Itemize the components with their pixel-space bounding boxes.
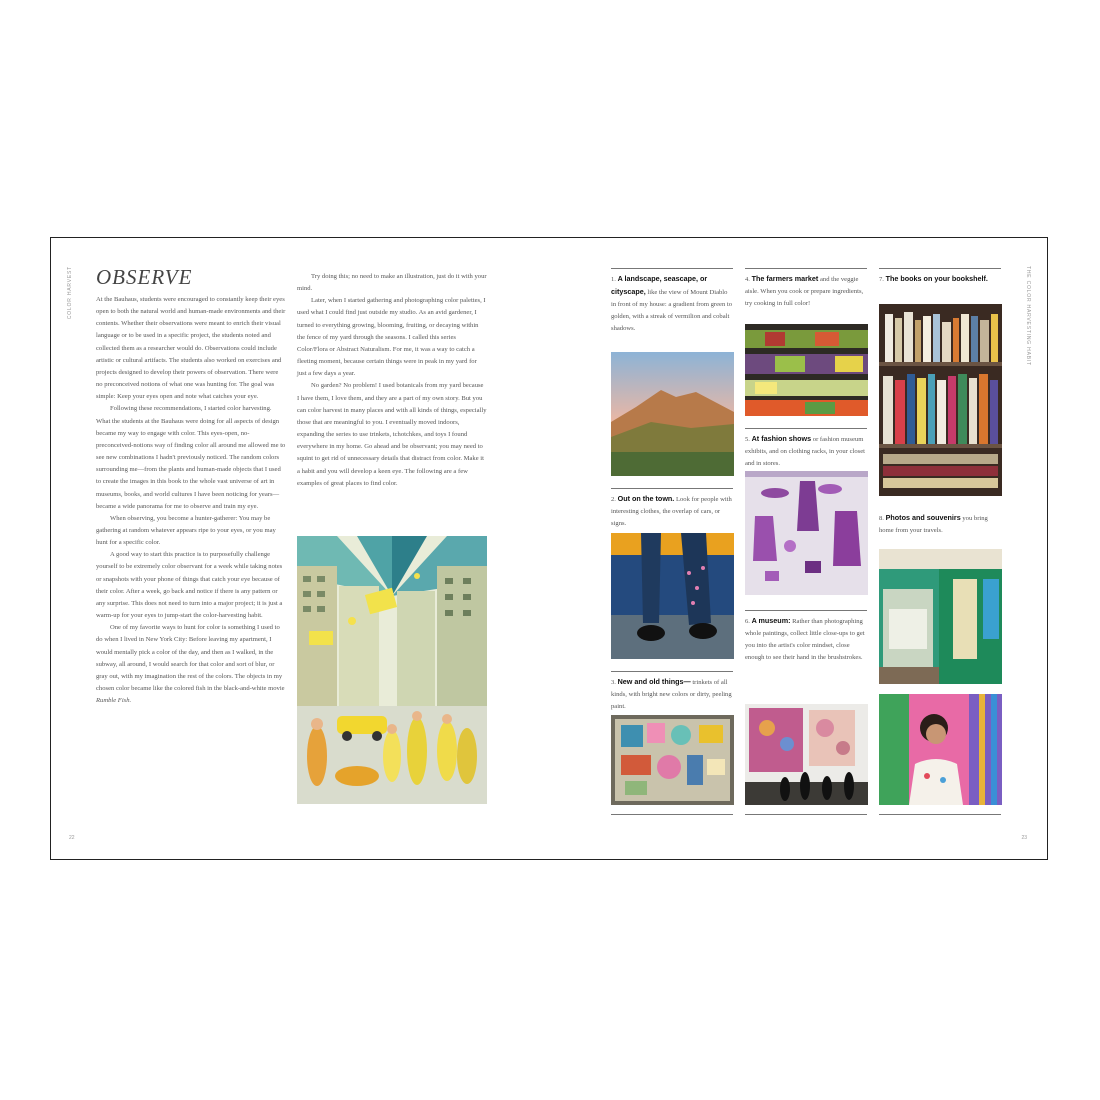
list-item bbox=[611, 671, 733, 713]
item-heading: New and old things— bbox=[617, 677, 691, 686]
museum-photo bbox=[745, 704, 868, 805]
list-item bbox=[745, 428, 867, 470]
divider bbox=[611, 488, 733, 489]
page-number-right: 23 bbox=[1021, 835, 1027, 841]
item-text: Rather than photographing whole paintings, collect little close-ups to get you into the artist's color mindset, close enough to see their hand in the brushstrokes. bbox=[745, 618, 865, 661]
paragraph: When observing, you become a hunter-gatherer: You may be gathering at random whatever appears ripe to your eyes, or you may hunt for a specific color. bbox=[96, 514, 276, 547]
divider bbox=[745, 814, 867, 815]
item-caption bbox=[611, 493, 733, 530]
movie-title: Rumble Fish. bbox=[96, 697, 132, 705]
book-spread bbox=[50, 237, 1048, 860]
divider bbox=[745, 268, 867, 269]
item-text: trinkets of all kinds, with bright new colors or dirty, peeling paint. bbox=[611, 679, 732, 710]
item-number: 5. bbox=[745, 436, 750, 443]
item-heading: Photos and souvenirs bbox=[885, 513, 961, 522]
item-caption bbox=[745, 615, 867, 664]
item-number: 2. bbox=[611, 496, 616, 503]
item-number: 7. bbox=[879, 276, 884, 283]
divider bbox=[879, 814, 1001, 815]
item-heading: The farmers market bbox=[751, 274, 819, 283]
item-caption bbox=[611, 676, 733, 713]
item-caption bbox=[879, 273, 1001, 286]
paragraph-text: One of my favorite ways to hunt for color is something I used to do when I lived in New York City: Before leaving my apartment, I would mentally pick a color of the day, and then as I walked, in the subway, all around, I would search for that color and sort of blur, or gray out, with my imagination the rest of the colors. The objects in my chosen color became like the colored fish in the black-and-white movie bbox=[96, 624, 285, 692]
item-text: you bring home from your travels. bbox=[879, 515, 988, 534]
town-photo bbox=[611, 533, 734, 659]
bookshelf-photo bbox=[879, 304, 1002, 496]
travel-photo-portrait bbox=[879, 694, 1002, 805]
item-caption bbox=[611, 273, 733, 335]
body-column-1 bbox=[96, 294, 286, 707]
item-heading: The books on your bookshelf. bbox=[885, 274, 988, 283]
divider bbox=[745, 610, 867, 611]
divider bbox=[879, 268, 1001, 269]
item-heading: A landscape, seascape, or cityscape, bbox=[611, 274, 708, 296]
farmers-market-photo bbox=[745, 324, 868, 416]
paragraph: A good way to start this practice is to purposefully challenge yourself to be extremely color observant for a week while taking notes or snapshots with your phone of things that catch your eye because of their color. After a week, go back and notice if there is any pattern or any surprise. This does not need to turn into a major project; it is just a warm-up for your eyes to jump-start the color-harvesting habit. bbox=[96, 551, 283, 620]
paragraph: Following these recommendations, I started color harvesting. What the students at the Bauhaus were doing for all aspects of design became my way to engage with color. This eyes-open, no-preconceived-notions way of finding color all around me allowed me to see new combinations I hadn't previously noticed. The random colors surrounding me—from the plants and human-made objects that I used to create the images in this book to the whole vast universe of art in museums, books, and world cultures I have been noticing for years—became a wide panorama for me to observe and train my eye. bbox=[96, 405, 286, 510]
item-text: Look for people with interesting clothes, the overlap of cars, or signs. bbox=[611, 496, 732, 527]
paragraph: No garden? No problem! I used botanicals from my yard because I have them, I love them, and they are a part of my own story. But you can color harvest in many places and with all kinds of things, especially those that are meaningful to you. I eventually moved indoors, expanding the series to use trinkets, tchotchkes, and toys I found everywhere in my home. Go ahead and be observant; you may need to squint to get rid of unnecessary details that distract from color. Make it a habit and you will develop a keen eye. The following are a few examples of great places to find color. bbox=[297, 382, 487, 487]
item-heading: At fashion shows bbox=[751, 434, 812, 443]
mount-diablo-photo bbox=[611, 352, 734, 476]
item-caption bbox=[745, 273, 867, 310]
divider bbox=[611, 671, 733, 672]
page-title: OBSERVE bbox=[96, 265, 193, 289]
paragraph: Try doing this; no need to make an illustration, just do it with your mind. bbox=[297, 273, 487, 293]
paragraph: Later, when I started gathering and photographing color palettes, I used what I could find just outside my studio. As an avid gardener, I turned to everything growing, blooming, fruiting, or decaying within the fence of my yard through the seasons. I called this series Color/Flora or Abstract Naturalism. For me, it was a way to catch a fleeting moment, because certain things were in peak in my yard for just a few days a year. bbox=[297, 297, 486, 378]
list-item bbox=[745, 610, 867, 664]
divider bbox=[611, 268, 733, 269]
list-item bbox=[879, 508, 1001, 537]
paragraph: At the Bauhaus, students were encouraged to constantly keep their eyes open to both the natural world and human-made environments and their contents. Whether their observations were meant to enrich their visual language or to be used in a specific project, the students noted and collected them as a researcher would do. Observations could include artistic or cultural artifacts. The students also worked on exercises and projects designed to develop their powers of observation. There were no preconceived notions of what one was hunting for. The goal was simple: Keep your eyes open and note what catches your eye. bbox=[96, 296, 286, 401]
paragraph bbox=[96, 622, 286, 707]
item-text: and the veggie aisle. When you cook or prepare ingredients, try cooking in full color! bbox=[745, 276, 864, 307]
item-number: 1. bbox=[611, 276, 616, 283]
item-caption bbox=[745, 433, 867, 470]
left-running-head: COLOR HARVEST bbox=[67, 266, 73, 320]
city-illustration bbox=[297, 536, 487, 804]
item-number: 3. bbox=[611, 679, 616, 686]
page-number-left: 22 bbox=[69, 835, 75, 841]
divider bbox=[611, 814, 733, 815]
list-item bbox=[611, 268, 733, 335]
item-text: or fashion museum exhibits, and on clothing racks, in your closet and in stores. bbox=[745, 436, 865, 467]
item-text: like the view of Mount Diablo in front of my house: a gradient from green to golden, with a streak of vermilion and cobalt shadows. bbox=[611, 289, 733, 332]
item-number: 8. bbox=[879, 515, 884, 522]
divider bbox=[745, 428, 867, 429]
travel-photo-storefront bbox=[879, 549, 1002, 684]
list-item bbox=[611, 488, 733, 530]
item-caption bbox=[879, 512, 1001, 537]
item-heading: Out on the town. bbox=[617, 494, 675, 503]
list-item bbox=[745, 268, 867, 310]
right-running-head: THE COLOR HARVESTING HABIT bbox=[1025, 266, 1031, 366]
item-number: 4. bbox=[745, 276, 750, 283]
list-item bbox=[879, 268, 1001, 286]
fashion-photo bbox=[745, 471, 868, 595]
item-number: 6. bbox=[745, 618, 750, 625]
trinkets-photo bbox=[611, 715, 734, 805]
body-column-2 bbox=[297, 271, 487, 490]
item-heading: A museum: bbox=[751, 616, 791, 625]
